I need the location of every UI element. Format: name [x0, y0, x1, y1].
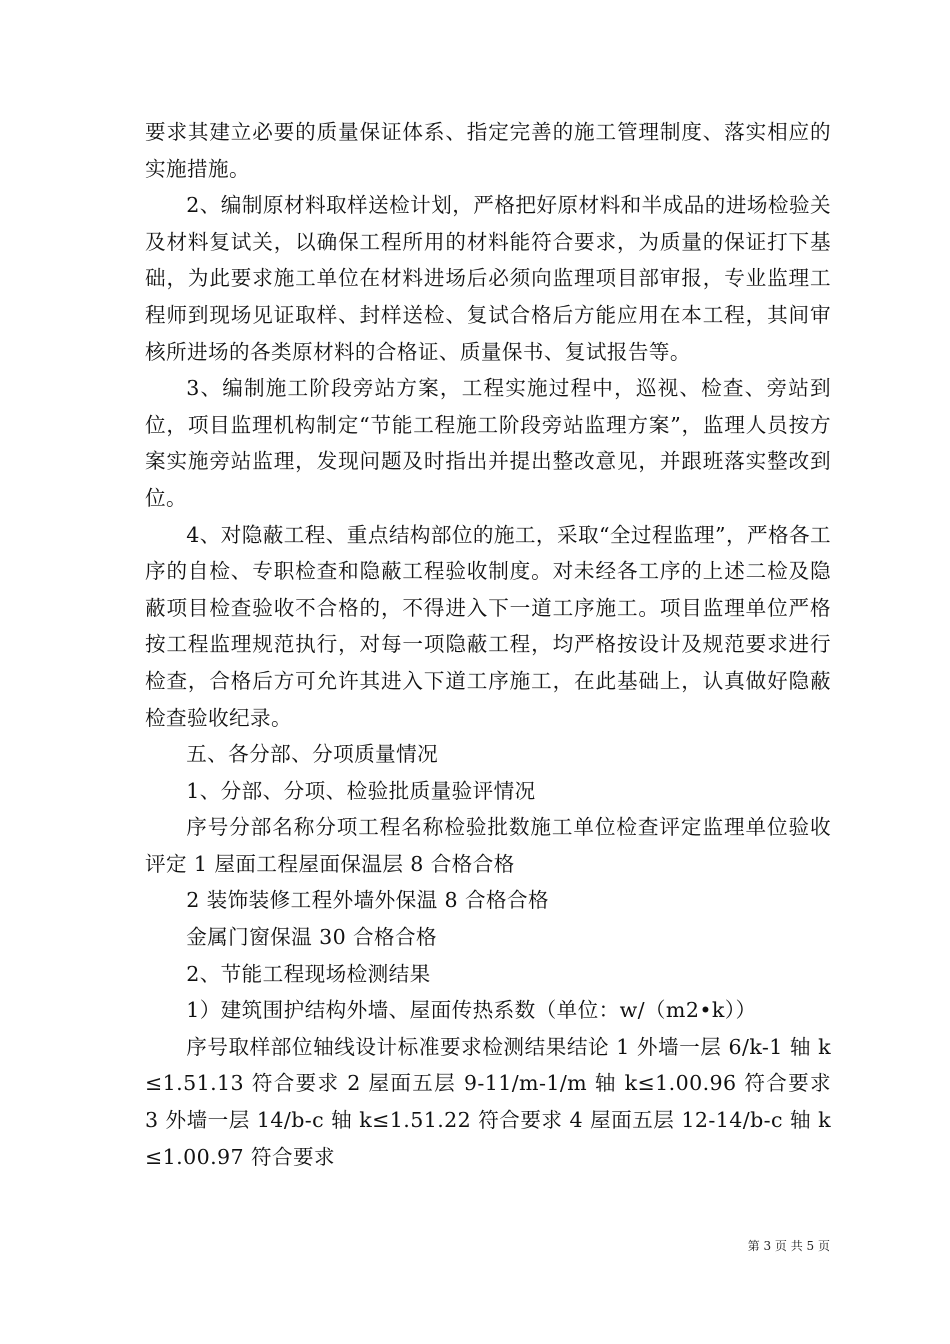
quality-table-row-3: 金属门窗保温 30 合格合格	[186, 925, 438, 950]
quality-table-row-1: 序号分部名称分项工程名称检验批数施工单位检查评定监理单位验收评定 1 屋面工程屋面保温层 8 合格合格	[145, 815, 831, 876]
test-item-heading: 1）建筑围护结构外墙、屋面传热系数（单位：w/（m2•k））	[186, 998, 757, 1023]
section-heading: 五、各分部、分项质量情况	[186, 742, 439, 767]
page-number: 第 3 页 共 5 页	[747, 1239, 830, 1253]
subsection-heading-1: 1、分部、分项、检验批质量验评情况	[186, 778, 536, 803]
document-body	[145, 114, 831, 1175]
paragraph-item-4: 4、对隐蔽工程、重点结构部位的施工，采取“全过程监理”，严格各工序的自检、专职检查和隐蔽工程验收制度。对未经各工序的上述二检及隐蔽项目检查验收不合格的，不得进入下一道工序施工。项目监理单位严格按工程监理规范执行，对每一项隐蔽工程，均严格按设计及规范要求进行检查，合格后方可允许其进入下道工序施工，在此基础上，认真做好隐蔽检查验收纪录。	[145, 522, 831, 730]
paragraph-item-3: 3、编制施工阶段旁站方案，工程实施过程中，巡视、检查、旁站到位，项目监理机构制定“节能工程施工阶段旁站监理方案”，监理人员按方案实施旁站监理，发现问题及时指出并提出整改意见，并跟班落实整改到位。	[145, 376, 831, 510]
quality-table-row-2: 2 装饰装修工程外墙外保温 8 合格合格	[186, 888, 549, 913]
paragraph-continuation: 要求其建立必要的质量保证体系、指定完善的施工管理制度、落实相应的实施措施。	[145, 120, 831, 181]
paragraph-item-2: 2、编制原材料取样送检计划，严格把好原材料和半成品的进场检验关及材料复试关，以确保工程所用的材料能符合要求，为质量的保证打下基础，为此要求施工单位在材料进场后必须向监理项目部审报，专业监理工程师到现场见证取样、封样送检、复试合格后方能应用在本工程，其间审核所进场的各类原材料的合格证、质量保书、复试报告等。	[145, 193, 831, 364]
test-results-table: 序号取样部位轴线设计标准要求检测结果结论 1 外墙一层 6/k-1 轴 k≤1.51.13 符合要求 2 屋面五层 9-11/m-1/m 轴 k≤1.00.96 符合要求 3 外墙一层 14/b-c 轴 k≤1.51.22 符合要求 4 屋面五层 12-14/b-c 轴 k≤1.00.97 符合要求	[145, 1034, 831, 1169]
subsection-heading-2: 2、节能工程现场检测结果	[186, 961, 431, 986]
